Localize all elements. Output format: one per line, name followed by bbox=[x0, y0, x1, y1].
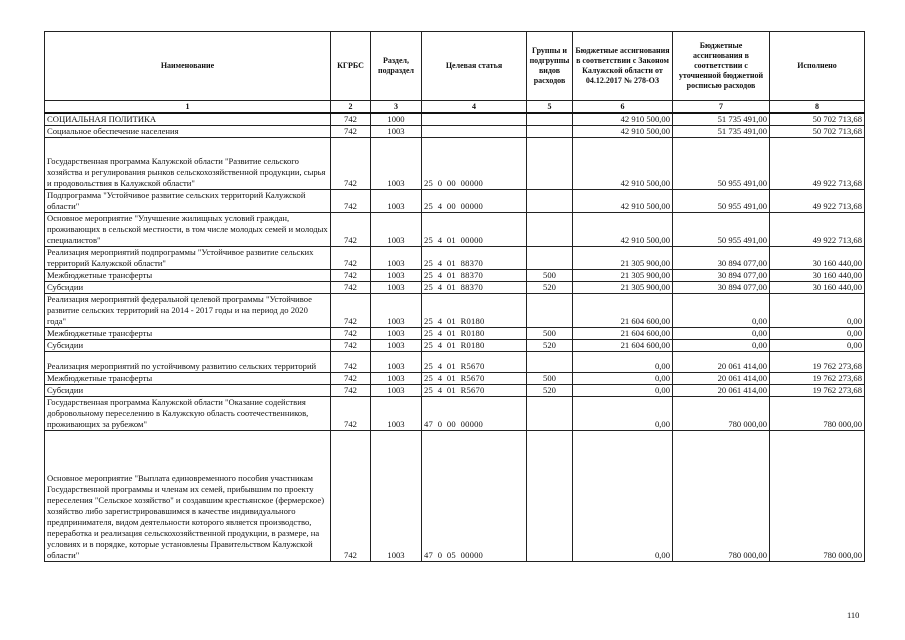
cell-kgrbs: 742 bbox=[331, 113, 371, 126]
column-number: 1 bbox=[45, 101, 331, 114]
cell-budget-revised: 780 000,00 bbox=[673, 431, 770, 562]
cell-target: 25 4 01 R5670 bbox=[422, 352, 527, 373]
cell-name: Подпрограмма "Устойчивое развитие сельских территорий Калужской области" bbox=[45, 190, 331, 213]
cell-kgrbs: 742 bbox=[331, 352, 371, 373]
table-row bbox=[45, 213, 865, 247]
cell-section: 1003 bbox=[371, 282, 422, 294]
cell-budget-revised: 50 955 491,00 bbox=[673, 213, 770, 247]
cell-name: Субсидии bbox=[45, 340, 331, 352]
cell-group bbox=[527, 397, 573, 431]
header-budget-law: Бюджетные ассигнования в соответствии с Законом Калужской области от 04.12.2017 № 278-ОЗ bbox=[573, 32, 673, 101]
column-number: 3 bbox=[371, 101, 422, 114]
cell-name: Межбюджетные трансферты bbox=[45, 328, 331, 340]
cell-budget-law: 21 604 600,00 bbox=[573, 294, 673, 328]
cell-kgrbs: 742 bbox=[331, 397, 371, 431]
cell-name: Основное мероприятие "Улучшение жилищных условий граждан, проживающих в сельской местности, в том числе молодых семей и молодых специалистов" bbox=[45, 213, 331, 247]
cell-section: 1003 bbox=[371, 397, 422, 431]
cell-section: 1003 bbox=[371, 431, 422, 562]
cell-budget-law: 0,00 bbox=[573, 385, 673, 397]
table-row bbox=[45, 340, 865, 352]
cell-executed: 50 702 713,68 bbox=[770, 113, 865, 126]
cell-executed: 19 762 273,68 bbox=[770, 385, 865, 397]
table-row bbox=[45, 113, 865, 126]
column-number: 4 bbox=[422, 101, 527, 114]
cell-name: Основное мероприятие "Выплата единовременного пособия участникам Государственной программы и членам их семей, прибывшим по проекту переселения "Сельское хозяйство" и создавшим крестьянское (фермерское) хозяйство либо зарегистрировавшимся в качестве индивидуального предпринимателя, видом деятельности которого является производство, переработка и реализация сельскохозяйственной продукции, в размере, на условиях и в порядке, которые установлены Правительством Калужской области" bbox=[45, 431, 331, 562]
cell-group bbox=[527, 352, 573, 373]
cell-budget-law: 0,00 bbox=[573, 397, 673, 431]
cell-executed: 30 160 440,00 bbox=[770, 247, 865, 270]
cell-budget-revised: 50 955 491,00 bbox=[673, 190, 770, 213]
cell-kgrbs: 742 bbox=[331, 126, 371, 138]
cell-section: 1003 bbox=[371, 247, 422, 270]
cell-budget-revised: 51 735 491,00 bbox=[673, 113, 770, 126]
table-row bbox=[45, 328, 865, 340]
column-number: 5 bbox=[527, 101, 573, 114]
table-header-row bbox=[45, 32, 865, 101]
cell-group: 520 bbox=[527, 282, 573, 294]
cell-budget-revised: 0,00 bbox=[673, 328, 770, 340]
table-row bbox=[45, 385, 865, 397]
table-row bbox=[45, 247, 865, 270]
cell-section: 1000 bbox=[371, 113, 422, 126]
column-number: 8 bbox=[770, 101, 865, 114]
cell-name: Субсидии bbox=[45, 385, 331, 397]
cell-target bbox=[422, 113, 527, 126]
cell-kgrbs: 742 bbox=[331, 213, 371, 247]
cell-budget-revised: 780 000,00 bbox=[673, 397, 770, 431]
table-row bbox=[45, 431, 865, 562]
cell-budget-law: 0,00 bbox=[573, 352, 673, 373]
cell-budget-revised: 20 061 414,00 bbox=[673, 385, 770, 397]
column-number: 6 bbox=[573, 101, 673, 114]
cell-executed: 0,00 bbox=[770, 340, 865, 352]
cell-name: Субсидии bbox=[45, 282, 331, 294]
budget-table bbox=[44, 31, 865, 562]
cell-kgrbs: 742 bbox=[331, 138, 371, 190]
column-number: 2 bbox=[331, 101, 371, 114]
cell-name: Реализация мероприятий подпрограммы "Устойчивое развитие сельских территорий Калужской области" bbox=[45, 247, 331, 270]
cell-group bbox=[527, 190, 573, 213]
cell-executed: 19 762 273,68 bbox=[770, 352, 865, 373]
cell-target: 25 4 01 R0180 bbox=[422, 294, 527, 328]
table-row bbox=[45, 126, 865, 138]
header-name: Наименование bbox=[45, 32, 331, 101]
cell-name: Реализация мероприятий по устойчивому развитию сельских территорий bbox=[45, 352, 331, 373]
header-budget-revised: Бюджетные ассигнования в соответствии с уточненной бюджетной росписью расходов bbox=[673, 32, 770, 101]
cell-kgrbs: 742 bbox=[331, 340, 371, 352]
cell-group bbox=[527, 294, 573, 328]
cell-target: 25 4 01 88370 bbox=[422, 247, 527, 270]
cell-section: 1003 bbox=[371, 352, 422, 373]
cell-group: 520 bbox=[527, 340, 573, 352]
cell-group bbox=[527, 247, 573, 270]
cell-section: 1003 bbox=[371, 340, 422, 352]
cell-executed: 780 000,00 bbox=[770, 397, 865, 431]
cell-executed: 0,00 bbox=[770, 294, 865, 328]
cell-executed: 30 160 440,00 bbox=[770, 270, 865, 282]
cell-section: 1003 bbox=[371, 373, 422, 385]
cell-kgrbs: 742 bbox=[331, 373, 371, 385]
cell-executed: 30 160 440,00 bbox=[770, 282, 865, 294]
page-number: 110 bbox=[847, 610, 860, 620]
cell-budget-law: 21 305 900,00 bbox=[573, 282, 673, 294]
cell-name: СОЦИАЛЬНАЯ ПОЛИТИКА bbox=[45, 113, 331, 126]
cell-budget-revised: 0,00 bbox=[673, 294, 770, 328]
cell-section: 1003 bbox=[371, 270, 422, 282]
cell-group bbox=[527, 213, 573, 247]
cell-budget-revised: 0,00 bbox=[673, 340, 770, 352]
cell-target: 25 4 01 88370 bbox=[422, 282, 527, 294]
cell-kgrbs: 742 bbox=[331, 294, 371, 328]
cell-target: 25 0 00 00000 bbox=[422, 138, 527, 190]
table-row bbox=[45, 397, 865, 431]
cell-name: Государственная программа Калужской области "Оказание содействия добровольному переселению в Калужскую область соотечественников, проживающих за рубежом" bbox=[45, 397, 331, 431]
cell-budget-revised: 30 894 077,00 bbox=[673, 282, 770, 294]
cell-budget-revised: 30 894 077,00 bbox=[673, 247, 770, 270]
column-number: 7 bbox=[673, 101, 770, 114]
cell-budget-revised: 20 061 414,00 bbox=[673, 352, 770, 373]
cell-budget-law: 21 604 600,00 bbox=[573, 328, 673, 340]
cell-budget-revised: 50 955 491,00 bbox=[673, 138, 770, 190]
cell-section: 1003 bbox=[371, 294, 422, 328]
cell-target: 25 4 01 00000 bbox=[422, 213, 527, 247]
cell-budget-law: 21 305 900,00 bbox=[573, 247, 673, 270]
cell-name: Государственная программа Калужской области "Развитие сельского хозяйства и регулирования рынков сельскохозяйственной продукции, сырья и продовольствия в Калужской области" bbox=[45, 138, 331, 190]
cell-group: 500 bbox=[527, 270, 573, 282]
cell-section: 1003 bbox=[371, 138, 422, 190]
table-row bbox=[45, 190, 865, 213]
cell-budget-law: 42 910 500,00 bbox=[573, 138, 673, 190]
cell-name: Межбюджетные трансферты bbox=[45, 270, 331, 282]
cell-group: 500 bbox=[527, 328, 573, 340]
cell-executed: 0,00 bbox=[770, 328, 865, 340]
cell-budget-law: 42 910 500,00 bbox=[573, 126, 673, 138]
cell-group bbox=[527, 138, 573, 190]
cell-executed: 49 922 713,68 bbox=[770, 213, 865, 247]
table-row bbox=[45, 373, 865, 385]
table-row bbox=[45, 352, 865, 373]
cell-group bbox=[527, 126, 573, 138]
cell-budget-law: 21 604 600,00 bbox=[573, 340, 673, 352]
cell-target: 25 4 01 R0180 bbox=[422, 340, 527, 352]
cell-group bbox=[527, 431, 573, 562]
cell-section: 1003 bbox=[371, 213, 422, 247]
cell-budget-revised: 51 735 491,00 bbox=[673, 126, 770, 138]
cell-kgrbs: 742 bbox=[331, 431, 371, 562]
cell-executed: 49 922 713,68 bbox=[770, 138, 865, 190]
cell-target: 25 4 01 R5670 bbox=[422, 373, 527, 385]
cell-target: 47 0 00 00000 bbox=[422, 397, 527, 431]
cell-target: 25 4 01 88370 bbox=[422, 270, 527, 282]
cell-executed: 780 000,00 bbox=[770, 431, 865, 562]
cell-target: 47 0 05 00000 bbox=[422, 431, 527, 562]
cell-budget-law: 42 910 500,00 bbox=[573, 213, 673, 247]
cell-target bbox=[422, 126, 527, 138]
header-group: Группы и подгруппы видов расходов bbox=[527, 32, 573, 101]
cell-budget-law: 0,00 bbox=[573, 431, 673, 562]
cell-executed: 50 702 713,68 bbox=[770, 126, 865, 138]
cell-budget-law: 21 305 900,00 bbox=[573, 270, 673, 282]
cell-budget-law: 42 910 500,00 bbox=[573, 113, 673, 126]
cell-name: Социальное обеспечение населения bbox=[45, 126, 331, 138]
cell-executed: 19 762 273,68 bbox=[770, 373, 865, 385]
cell-executed: 49 922 713,68 bbox=[770, 190, 865, 213]
cell-budget-law: 0,00 bbox=[573, 373, 673, 385]
header-target: Целевая статья bbox=[422, 32, 527, 101]
cell-name: Межбюджетные трансферты bbox=[45, 373, 331, 385]
cell-budget-revised: 30 894 077,00 bbox=[673, 270, 770, 282]
cell-kgrbs: 742 bbox=[331, 282, 371, 294]
cell-kgrbs: 742 bbox=[331, 190, 371, 213]
table-row bbox=[45, 282, 865, 294]
table-row bbox=[45, 138, 865, 190]
cell-kgrbs: 742 bbox=[331, 270, 371, 282]
cell-kgrbs: 742 bbox=[331, 328, 371, 340]
cell-section: 1003 bbox=[371, 126, 422, 138]
cell-budget-law: 42 910 500,00 bbox=[573, 190, 673, 213]
table-row bbox=[45, 270, 865, 282]
table-body bbox=[45, 113, 865, 562]
cell-group: 500 bbox=[527, 373, 573, 385]
cell-group bbox=[527, 113, 573, 126]
cell-section: 1003 bbox=[371, 385, 422, 397]
header-executed: Исполнено bbox=[770, 32, 865, 101]
cell-name: Реализация мероприятий федеральной целевой программы "Устойчивое развитие сельских территорий на 2014 - 2017 годы и на период до 2020 года" bbox=[45, 294, 331, 328]
cell-section: 1003 bbox=[371, 190, 422, 213]
cell-target: 25 4 01 R5670 bbox=[422, 385, 527, 397]
cell-budget-revised: 20 061 414,00 bbox=[673, 373, 770, 385]
header-section: Раздел, подраздел bbox=[371, 32, 422, 101]
cell-section: 1003 bbox=[371, 328, 422, 340]
table-row bbox=[45, 294, 865, 328]
column-number-row bbox=[45, 101, 865, 114]
cell-target: 25 4 00 00000 bbox=[422, 190, 527, 213]
header-kgrbs: КГРБС bbox=[331, 32, 371, 101]
cell-group: 520 bbox=[527, 385, 573, 397]
cell-target: 25 4 01 R0180 bbox=[422, 328, 527, 340]
cell-kgrbs: 742 bbox=[331, 385, 371, 397]
cell-kgrbs: 742 bbox=[331, 247, 371, 270]
